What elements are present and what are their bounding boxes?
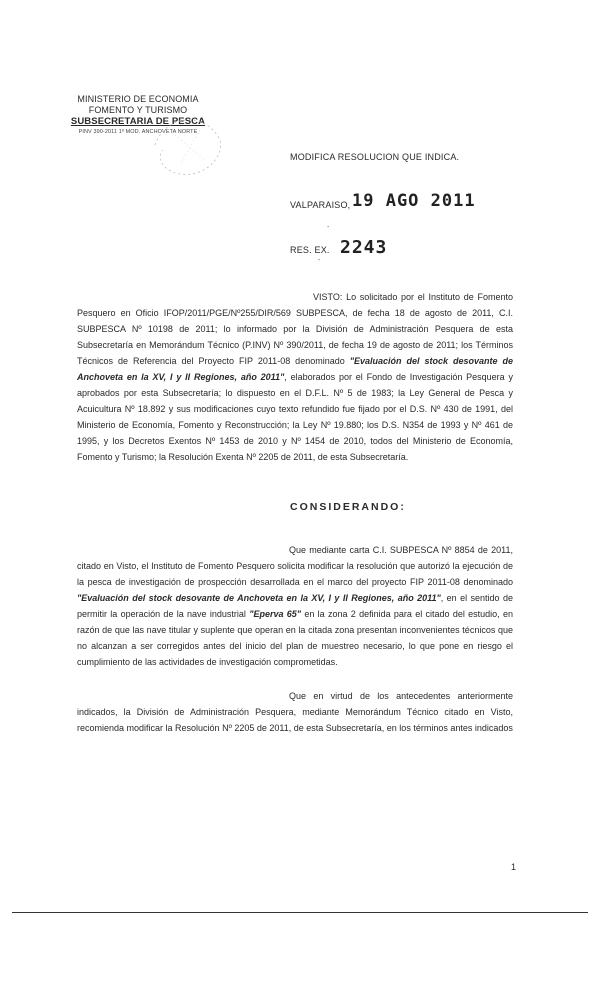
c2-text: Que en virtud de los antecedentes anteriormente indicados, la División de Administración Pesquera, mediante Memorándum Técnico citado en Visto, recomienda modificar la Resolución Nº 2205 de 2011, de esta Subsecretaría, en los términos antes indicados [77,691,513,733]
header-reference: PINV 390-2011 1º MOD. ANCHOVETA NORTE [78,129,198,135]
footer-rule [12,912,588,913]
header-subsecretaria: SUBSECRETARIA DE PESCA [70,116,206,127]
header-ministry: MINISTERIO DE ECONOMIA [77,94,199,104]
c1-text-1: Que mediante carta C.I. SUBPESCA Nº 8854 de 2011, citado en Visto, el Instituto de Fomento Pesquero solicita modificar la resolución que autorizó la ejecución de la pesca de investigación de prospección desarrollada en el marco del proyecto FIP 2011-08 denominado [77,545,513,587]
c1-text-3: en la zona 2 definida para el citado del estudio, en razón de que las nave titular y suplente que operan en la citada zona presentan inconvenientes técnicos que no alcanzan a ser corregidos antes del inicio del plan de muestreo necesario, lo que pone en riesgo el cumplimiento de las actividades de investigación comprometidas. [77,609,513,667]
resolution-number: 2243 [340,237,388,258]
c1-project-title: "Evaluación del stock desovante de Anchoveta en la XV, I y II Regiones, año 2011" [77,593,441,603]
visto-project-title: "Evaluación del stock desovante de Anchoveta en la XV, I y II Regiones, año 2011" [77,356,513,382]
subject-line: MODIFICA RESOLUCION QUE INDICA. [290,152,460,162]
visto-lead: VISTO: [313,292,343,302]
visto-text-2: , elaborados por el Fondo de Investigación Pesquera y aprobados por esta Subsecretaría; lo dispuesto en el D.F.L. Nº 5 de 1983; la Ley General de Pesca y Acuicultura Nº 18.892 y sus modificaciones cuyo texto refundido fue fijado por el D.S. Nº 430 de 1991, del Ministerio de Economía, Fomento y Reconstrucción; la Ley Nº 19.880; los D.S. N354 de 1993 y Nº 461 de 1995, y los Decretos Exentos Nº 1453 de 2010 y Nº 1454 de 2010, todos del Ministerio de Economía, Fomento y Turismo; la Resolución Exenta Nº 2205 de 2011, de esta Subsecretaría. [77,372,514,462]
seal-stamp [145,105,230,185]
header-fomento: FOMENTO Y TURISMO [88,105,188,115]
c1-text-2: , en el sentido de permitir la operación de la nave industrial [77,593,513,619]
considerando-heading: CONSIDERANDO: [290,501,406,513]
resolution-label: RES. EX. [290,245,330,255]
visto-text-1: Lo solicitado por el Instituto de Fomento Pesquero en Oficio IFOP/2011/PGE/Nº255/DIR/569 SUBPESCA, de fecha 18 de agosto de 2011, C.I. SUBPESCA Nº 10198 de 2011; lo informado por la División de Administración Pesquera de esta Subsecretaría en Memorándum Técnico (P.INV) Nº 390/2011, de fecha 19 de agosto de 2011; los Términos Técnicos de Referencia del Proyecto FIP 2011-08 denominado [77,292,513,366]
stamp-mark-lower: - [318,257,321,264]
date-stamp: 19 AGO 2011 [352,191,476,211]
stamp-mark: - [327,224,330,231]
considerando-paragraph-2 [77,688,513,736]
considerando-paragraph-1 [77,542,513,670]
page-number: 1 [511,862,517,872]
place-label: VALPARAISO, [290,200,351,210]
c1-vessel-name: "Eperva 65" [249,609,302,619]
visto-paragraph [77,289,513,465]
